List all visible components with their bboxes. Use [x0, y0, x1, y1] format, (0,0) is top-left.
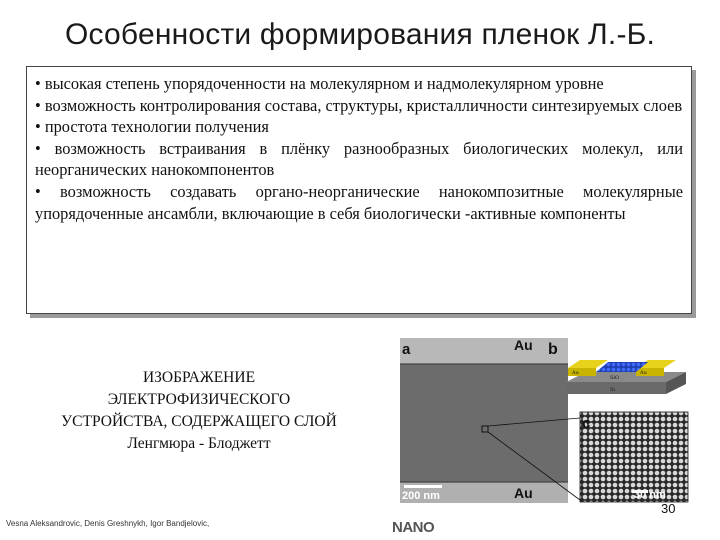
- bullet-1: • высокая степень упорядоченности на молекулярном и надмолекулярном уровне: [35, 74, 604, 93]
- electrode-left: [568, 360, 608, 368]
- bullet-5: • возможность создавать органо-неорганические нанокомпозитные молекулярные упорядоченные ансамбли, включающие в себя биологически -активные компоненты: [35, 181, 683, 223]
- layer-label-sio2: SiO: [610, 375, 620, 381]
- scale-label-30: 30 nm: [634, 489, 666, 501]
- device-figure: [396, 332, 696, 508]
- bullet-4: • возможность встраивания в плёнку разнообразных биологических молекул, или неорганических нанокомпонентов: [35, 138, 683, 180]
- page-number: 30: [661, 501, 676, 516]
- features-box: [26, 66, 692, 314]
- caption-line-2: ЭЛЕКТРОФИЗИЧЕСКОГО: [107, 391, 291, 408]
- au-electrode-top: [400, 338, 568, 364]
- panel-c-label: c: [582, 415, 591, 432]
- bullet-3: • простота технологии получения: [35, 117, 269, 137]
- figure-caption: [38, 367, 360, 455]
- panel-a-label: a: [402, 341, 411, 358]
- caption-line-4: Ленгмюра - Блоджетт: [127, 435, 271, 452]
- slide-title: Особенности формирования пленок Л.-Б.: [64, 18, 656, 51]
- au-label-top: Au: [514, 337, 533, 353]
- bullet-2: • возможность контролирования состава, структуры, кристалличности синтезируемых слоев: [35, 95, 683, 115]
- panel-b-label: b: [548, 341, 558, 358]
- au-label-bottom: Au: [514, 485, 533, 501]
- scale-label-200: 200 nm: [402, 490, 440, 502]
- nano-logo: NANO: [392, 519, 435, 536]
- scale-bar-200: [404, 485, 442, 488]
- caption-line-3: УСТРОЙСТВА, СОДЕРЖАЩЕГО СЛОЙ: [61, 413, 337, 430]
- layer-label-au-left: Au: [572, 370, 579, 376]
- gap-region: [400, 364, 568, 482]
- caption-line-1: ИЗОБРАЖЕНИЕ: [142, 369, 256, 386]
- footer-authors: Vesna Aleksandrovic, Denis Greshnykh, Igor Bandjelovic,: [6, 519, 210, 528]
- layer-label-au-right: Au: [640, 370, 647, 376]
- layer-label-si: Si: [610, 387, 616, 393]
